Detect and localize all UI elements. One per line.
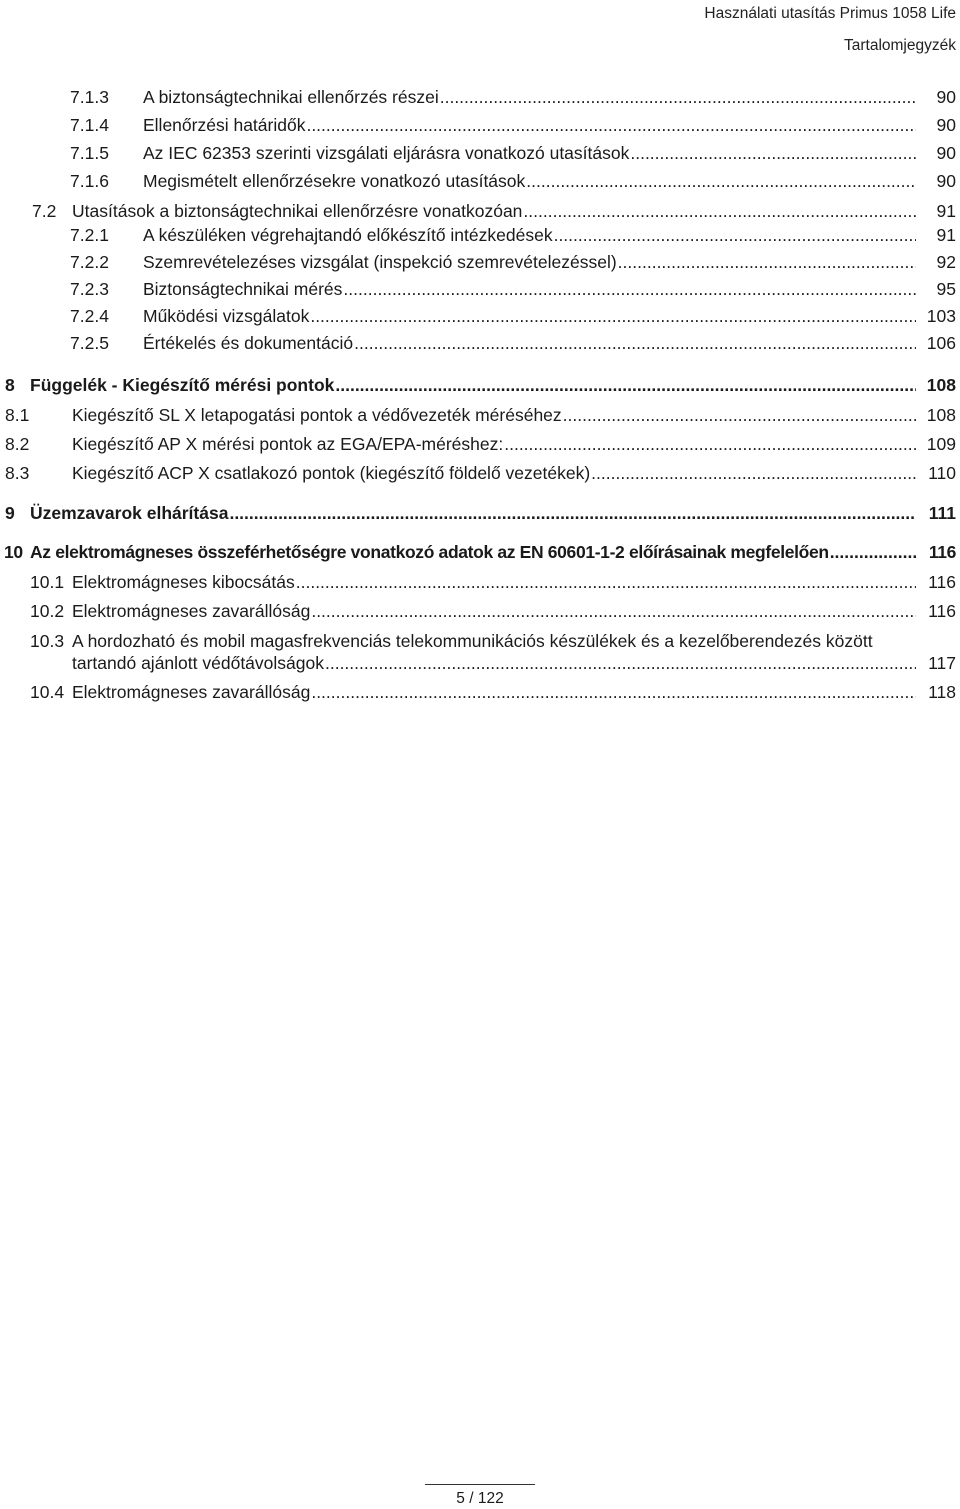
toc-page: 109 [926, 434, 956, 454]
toc-entry-10-3[interactable] [0, 630, 956, 674]
toc-number: 10.2 [30, 601, 65, 621]
toc-number: 8.3 [5, 463, 30, 483]
toc-number: 8 [5, 375, 15, 395]
toc-page: 91 [936, 201, 956, 221]
toc-number: 10 [4, 542, 23, 562]
toc-title: Utasítások a biztonságtechnikai ellenőrzésre vonatkozóan [72, 201, 523, 221]
toc-title: Megismételt ellenőrzésekre vonatkozó utasítások [143, 171, 526, 191]
toc-page: 118 [928, 682, 956, 702]
toc-page: 108 [926, 405, 956, 425]
footer-rule [425, 1484, 535, 1485]
toc-title: Az IEC 62353 szerinti vizsgálati eljárásra vonatkozó utasítások [143, 143, 630, 163]
toc-title: A készüléken végrehajtandó előkészítő intézkedések [143, 225, 553, 245]
toc-title: Ellenőrzési határidők [143, 115, 306, 135]
toc-title-line2: tartandó ajánlott védőtávolságok [72, 653, 324, 673]
toc-number: 7.1.4 [70, 115, 109, 135]
toc-number: 8.1 [5, 405, 30, 425]
toc-title: Biztonságtechnikai mérés [143, 279, 343, 299]
toc-number: 9 [5, 503, 15, 523]
toc-number: 7.2.4 [70, 306, 109, 326]
toc-page: 116 [928, 542, 956, 562]
toc-page: 116 [928, 572, 956, 592]
toc-page: 117 [928, 653, 956, 673]
toc-number: 7.2.5 [70, 333, 109, 353]
toc-page: 110 [928, 463, 956, 483]
toc-title: Kiegészítő AP X mérési pontok az EGA/EPA-méréshez: [72, 434, 504, 454]
toc-page: 108 [926, 375, 956, 395]
toc-number: 7.2 [32, 201, 57, 221]
document-title: Használati utasítás Primus 1058 Life [704, 5, 956, 22]
toc-title: Üzemzavarok elhárítása [30, 503, 229, 523]
toc-page: 111 [928, 503, 956, 523]
toc-title: Értékelés és dokumentáció [143, 333, 354, 353]
toc-page: 106 [926, 333, 956, 353]
toc-title: Az elektromágneses összeférhetőségre vonatkozó adatok az EN 60601-1-2 előírásainak megfelelően [30, 542, 829, 562]
toc-page: 116 [928, 601, 956, 621]
toc-number: 8.2 [5, 434, 30, 454]
toc-number: 10.3 [30, 631, 65, 651]
toc-page: 91 [936, 225, 956, 245]
toc-title: Kiegészítő ACP X csatlakozó pontok (kiegészítő földelő vezetékek) [72, 463, 591, 483]
toc-number: 7.1.6 [70, 171, 109, 191]
toc-title: Kiegészítő SL X letapogatási pontok a védővezeték méréséhez [72, 405, 562, 425]
toc-title: Elektromágneses zavarállóság [72, 682, 311, 702]
toc-page: 103 [926, 306, 956, 326]
toc-page: 90 [936, 87, 956, 107]
toc-title: Függelék - Kiegészítő mérési pontok [30, 375, 335, 395]
toc-number: 7.2.2 [70, 252, 109, 272]
toc-number: 7.1.3 [70, 87, 109, 107]
toc-title: Szemrevételezéses vizsgálat (inspekció szemrevételezéssel) [143, 252, 617, 272]
toc-page: 92 [936, 252, 956, 272]
page-indicator: 5 / 122 [456, 1490, 504, 1507]
toc-number: 7.1.5 [70, 143, 109, 163]
toc-title: Elektromágneses kibocsátás [72, 572, 295, 592]
toc-number: 10.4 [30, 682, 65, 702]
toc-title: Működési vizsgálatok [143, 306, 310, 326]
toc-title-line1: A hordozható és mobil magasfrekvenciás telekommunikációs készülékek és a kezelőberendezés között [72, 631, 873, 651]
toc-title: A biztonságtechnikai ellenőrzés részei [143, 87, 439, 107]
toc-number: 7.2.3 [70, 279, 109, 299]
toc-number: 7.2.1 [70, 225, 109, 245]
toc-number: 10.1 [30, 572, 65, 592]
toc-page: 90 [936, 171, 956, 191]
toc-page: 90 [936, 143, 956, 163]
toc-page: 90 [936, 115, 956, 135]
toc-title: Elektromágneses zavarállóság [72, 601, 311, 621]
section-title: Tartalomjegyzék [844, 37, 956, 54]
toc-page: 95 [936, 279, 956, 299]
